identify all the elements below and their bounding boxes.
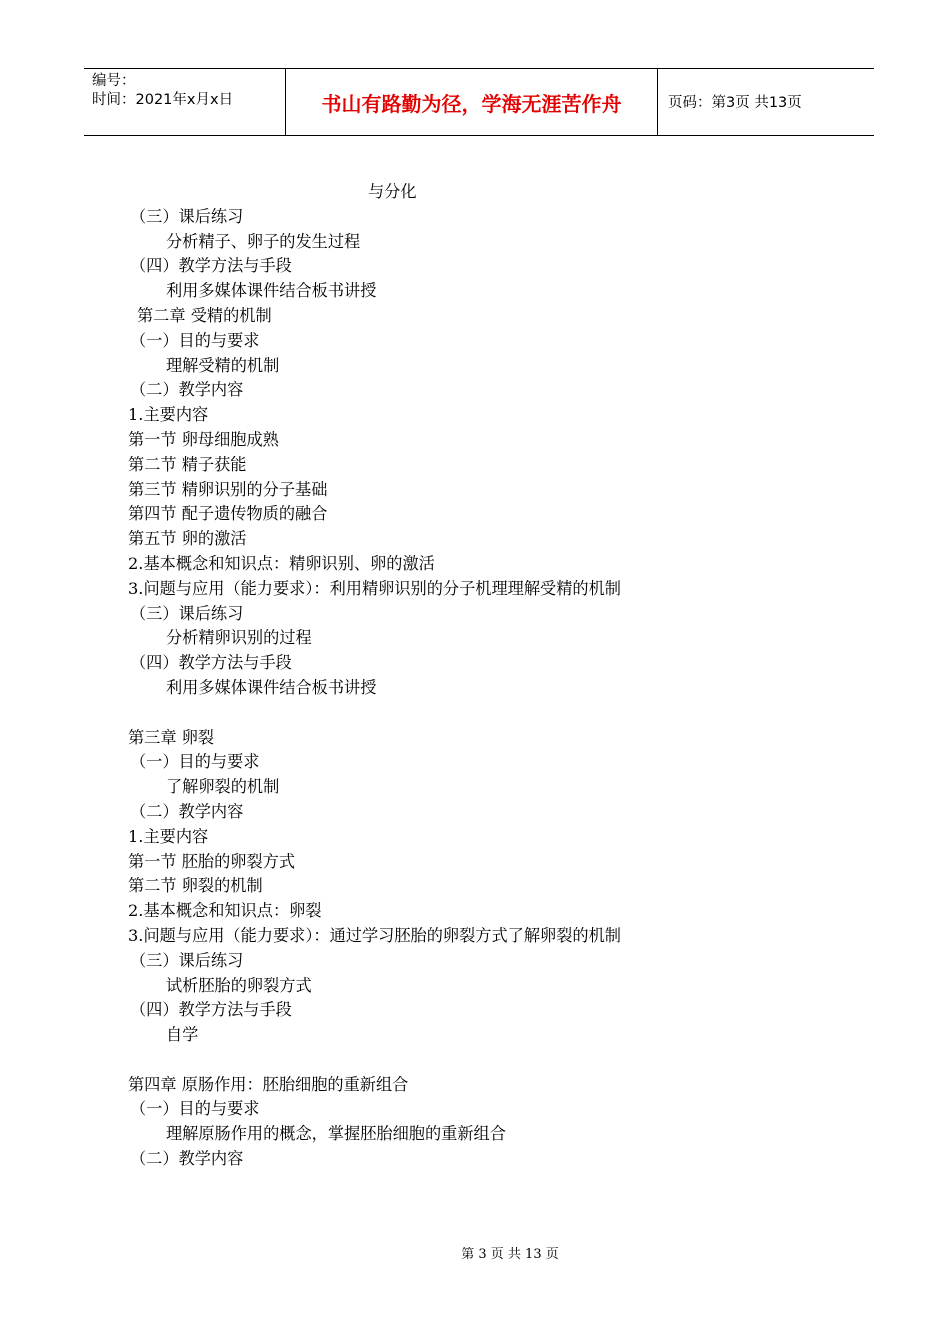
subsection-heading: （一）目的与要求 [130,1099,260,1119]
body-line: 自学 [166,1025,199,1045]
date-label: 时间：2021年x月x日 [92,92,234,108]
subsection-heading: （四）教学方法与手段 [130,1000,292,1020]
body-line: 分析精子、卵子的发生过程 [166,231,361,251]
header-motto: 书山有路勤为径，学海无涯苦作舟 [321,92,622,116]
body-line: 2.基本概念和知识点：精卵识别、卵的激活 [128,553,435,573]
document-body [128,180,868,1172]
body-line: 利用多媒体课件结合板书讲授 [166,677,377,697]
section-line: 第二节 卵裂的机制 [128,876,263,896]
body-line: 理解受精的机制 [166,355,280,375]
body-line: 分析精卵识别的过程 [166,628,312,648]
chapter-heading: 第四章 原肠作用：胚胎细胞的重新组合 [128,1074,409,1094]
body-line: 1.主要内容 [128,826,209,846]
page-header [84,68,874,136]
serial-number-label: 编号： [92,73,136,89]
subsection-heading: （四）教学方法与手段 [130,653,292,673]
header-motto-cell [285,69,658,135]
body-line: 1.主要内容 [128,405,209,425]
section-line: 第一节 卵母细胞成熟 [128,429,279,449]
chapter-heading: 第三章 卵裂 [128,727,215,747]
subsection-heading: （三）课后练习 [130,603,244,623]
subsection-heading: （一）目的与要求 [130,330,260,350]
section-line: 第一节 胚胎的卵裂方式 [128,851,296,871]
chapter-heading: 第二章 受精的机制 [137,305,272,325]
section-line: 第五节 卵的激活 [128,529,247,549]
body-line: 2.基本概念和知识点：卵裂 [128,901,322,921]
body-line: 3.问题与应用（能力要求）：通过学习胚胎的卵裂方式了解卵裂的机制 [128,925,621,945]
body-line: 理解原肠作用的概念，掌握胚胎细胞的重新组合 [166,1124,506,1144]
section-line: 第四节 配子遗传物质的融合 [128,504,328,524]
subsection-heading: （三）课后练习 [130,206,244,226]
subsection-heading: （四）教学方法与手段 [130,256,292,276]
subsection-heading: （一）目的与要求 [130,752,260,772]
body-line: 利用多媒体课件结合板书讲授 [166,281,377,301]
body-line: 试析胚胎的卵裂方式 [166,975,312,995]
header-page-number: 页码：第3页 共13页 [668,95,802,111]
section-line: 第二节 精子获能 [128,454,247,474]
body-line: 了解卵裂的机制 [166,777,280,797]
section-line: 第三节 精卵识别的分子基础 [128,479,328,499]
blank-line [128,701,868,726]
page-footer: 第 3 页 共 13 页 [461,1247,559,1262]
subsection-heading: （二）教学内容 [130,1149,244,1169]
subsection-heading: （三）课后练习 [130,950,244,970]
subsection-heading: （二）教学内容 [130,801,244,821]
header-page-cell [658,69,874,135]
body-line: 3.问题与应用（能力要求）：利用精卵识别的分子机理理解受精的机制 [128,578,621,598]
section-continuation: 与分化 [368,182,417,201]
blank-line [128,1048,868,1073]
subsection-heading: （二）教学内容 [130,380,244,400]
header-meta-cell [84,69,285,135]
